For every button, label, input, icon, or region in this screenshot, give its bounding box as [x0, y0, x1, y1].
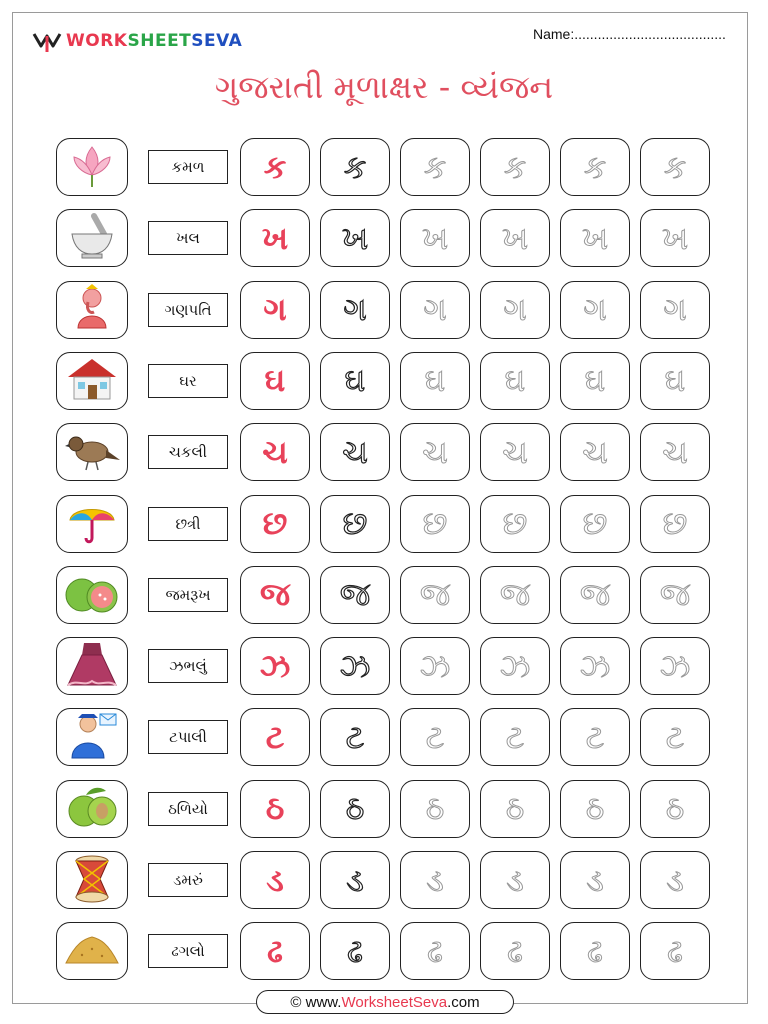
- dotted-trace-letter: છ: [422, 504, 448, 542]
- trace-box[interactable]: [560, 780, 630, 838]
- picture-box: [56, 281, 128, 339]
- trace-box[interactable]: [400, 922, 470, 980]
- trace-box[interactable]: [560, 566, 630, 624]
- trace-box[interactable]: [480, 352, 550, 410]
- dotted-trace-letter: જ: [499, 575, 531, 614]
- trace-box[interactable]: [480, 495, 550, 553]
- letter-row: [56, 708, 716, 766]
- trace-box[interactable]: [560, 637, 630, 695]
- dotted-trace-letter: ઝ: [579, 646, 611, 685]
- picture-box: [56, 138, 128, 196]
- word-label: ઠળિયો: [148, 792, 228, 826]
- trace-box[interactable]: [640, 209, 710, 267]
- picture-box: [56, 851, 128, 909]
- model-letter: ટ: [240, 708, 310, 766]
- trace-box[interactable]: [480, 708, 550, 766]
- trace-box[interactable]: [640, 708, 710, 766]
- dotted-trace-letter: ડ: [586, 860, 604, 899]
- logo-mark-icon: [32, 28, 62, 54]
- outline-letter: ઝ: [320, 637, 390, 695]
- dotted-trace-letter: જ: [659, 575, 691, 614]
- word-label: ડમરું: [148, 863, 228, 897]
- model-letter: જ: [240, 566, 310, 624]
- dotted-trace-letter: જ: [579, 575, 611, 614]
- picture-box: [56, 495, 128, 553]
- trace-box[interactable]: [560, 495, 630, 553]
- dotted-trace-letter: ઠ: [665, 789, 685, 828]
- trace-box[interactable]: [640, 423, 710, 481]
- umbrella-icon: [64, 498, 120, 550]
- dotted-trace-letter: ચ: [582, 432, 608, 471]
- trace-box[interactable]: [400, 352, 470, 410]
- word-label: કમળ: [148, 150, 228, 184]
- trace-box[interactable]: [640, 281, 710, 339]
- outline-letter: ટ: [320, 708, 390, 766]
- picture-box: [56, 780, 128, 838]
- outline-letter: ઘ: [320, 352, 390, 410]
- dotted-trace-letter: ડ: [426, 860, 444, 899]
- outline-letter: ગ: [320, 281, 390, 339]
- dotted-trace-letter: ઠ: [585, 789, 605, 828]
- dotted-trace-letter: ડ: [666, 860, 684, 899]
- trace-box[interactable]: [560, 423, 630, 481]
- guava-icon: [62, 569, 122, 621]
- trace-box[interactable]: [560, 708, 630, 766]
- dotted-trace-letter: ઢ: [587, 931, 603, 970]
- picture-box: [56, 209, 128, 267]
- outline-letter: ઠ: [320, 780, 390, 838]
- picture-box: [56, 708, 128, 766]
- dotted-trace-letter: ઘ: [584, 361, 606, 400]
- mortar-pestle-icon: [64, 212, 120, 264]
- trace-box[interactable]: [480, 138, 550, 196]
- dotted-trace-letter: ઝ: [659, 646, 691, 685]
- trace-box[interactable]: [400, 780, 470, 838]
- trace-box[interactable]: [400, 281, 470, 339]
- trace-box[interactable]: [640, 780, 710, 838]
- dotted-trace-letter: જ: [419, 575, 451, 614]
- dotted-trace-letter: ખ: [661, 218, 689, 257]
- dotted-trace-letter: ખ: [581, 218, 609, 257]
- word-label: ઘર: [148, 364, 228, 398]
- trace-box[interactable]: [560, 138, 630, 196]
- dotted-trace-letter: ટ: [665, 717, 685, 756]
- dotted-trace-letter: ક: [583, 147, 607, 186]
- trace-box[interactable]: [640, 352, 710, 410]
- trace-box[interactable]: [640, 637, 710, 695]
- dotted-trace-letter: ડ: [506, 860, 524, 899]
- trace-box[interactable]: [640, 566, 710, 624]
- word-label: ચકલી: [148, 435, 228, 469]
- letter-row: [56, 922, 716, 980]
- picture-box: [56, 352, 128, 410]
- trace-box[interactable]: [560, 352, 630, 410]
- letter-row: [56, 566, 716, 624]
- page-title: ગુજરાતી મૂળાક્ષર - વ્યંજન: [214, 68, 554, 106]
- dotted-trace-letter: ચ: [502, 432, 528, 471]
- outline-letter: ખ: [320, 209, 390, 267]
- outline-letter: ઢ: [320, 922, 390, 980]
- trace-box[interactable]: [640, 922, 710, 980]
- dotted-trace-letter: ટ: [505, 717, 525, 756]
- word-label: ટપાલી: [148, 720, 228, 754]
- dotted-trace-letter: ગ: [583, 290, 607, 329]
- word-label: જમરૂખ: [148, 578, 228, 612]
- trace-box[interactable]: [560, 209, 630, 267]
- word-label: ગણપતિ: [148, 293, 228, 327]
- drum-icon: [66, 853, 118, 907]
- model-letter: ક: [240, 138, 310, 196]
- dotted-trace-letter: ઢ: [507, 931, 523, 970]
- model-letter: ખ: [240, 209, 310, 267]
- dotted-trace-letter: ઘ: [504, 361, 526, 400]
- trace-box[interactable]: [480, 209, 550, 267]
- trace-box[interactable]: [560, 281, 630, 339]
- model-letter: ઠ: [240, 780, 310, 838]
- dotted-trace-letter: ઠ: [425, 789, 445, 828]
- trace-box[interactable]: [480, 637, 550, 695]
- trace-box[interactable]: [640, 495, 710, 553]
- letter-row: [56, 780, 716, 838]
- dotted-trace-letter: ખ: [421, 218, 449, 257]
- dotted-trace-letter: છ: [502, 504, 528, 542]
- letter-row: [56, 851, 716, 909]
- dotted-trace-letter: ચ: [422, 432, 448, 471]
- model-letter: ઢ: [240, 922, 310, 980]
- picture-box: [56, 637, 128, 695]
- trace-box[interactable]: [480, 851, 550, 909]
- dotted-trace-letter: ખ: [501, 218, 529, 257]
- letter-row: [56, 281, 716, 339]
- outline-letter: છ: [320, 495, 390, 553]
- letter-row: [56, 138, 716, 196]
- word-label: છત્રી: [148, 507, 228, 541]
- letter-row: [56, 495, 716, 553]
- trace-box[interactable]: [400, 708, 470, 766]
- trace-box[interactable]: [560, 851, 630, 909]
- dotted-trace-letter: ગ: [423, 290, 447, 329]
- model-letter: ઝ: [240, 637, 310, 695]
- dotted-trace-letter: ક: [663, 147, 687, 186]
- trace-box[interactable]: [640, 138, 710, 196]
- dotted-trace-letter: છ: [582, 504, 608, 542]
- dotted-trace-letter: ઢ: [667, 931, 683, 970]
- model-letter: ડ: [240, 851, 310, 909]
- letter-row: [56, 423, 716, 481]
- dotted-trace-letter: ઘ: [664, 361, 686, 400]
- trace-box[interactable]: [640, 851, 710, 909]
- trace-box[interactable]: [480, 281, 550, 339]
- trace-box[interactable]: [480, 922, 550, 980]
- letter-row: [56, 352, 716, 410]
- sparrow-icon: [62, 426, 122, 478]
- dotted-trace-letter: ગ: [503, 290, 527, 329]
- postman-icon: [64, 710, 120, 764]
- outline-letter: ક: [320, 138, 390, 196]
- dotted-trace-letter: ટ: [585, 717, 605, 756]
- dotted-trace-letter: ઠ: [505, 789, 525, 828]
- dotted-trace-letter: ઘ: [424, 361, 446, 400]
- trace-box[interactable]: [400, 495, 470, 553]
- letter-row: [56, 209, 716, 267]
- letter-row: [56, 637, 716, 695]
- trace-box[interactable]: [560, 922, 630, 980]
- trace-box[interactable]: [480, 780, 550, 838]
- word-label: ઝભલું: [148, 649, 228, 683]
- trace-box[interactable]: [400, 851, 470, 909]
- dotted-trace-letter: ગ: [663, 290, 687, 329]
- model-letter: ગ: [240, 281, 310, 339]
- dotted-trace-letter: ક: [503, 147, 527, 186]
- frock-icon: [64, 639, 120, 693]
- dotted-trace-letter: ઢ: [427, 931, 443, 970]
- website-footer: © www. WorksheetSeva .com: [256, 990, 514, 1014]
- heap-icon: [62, 929, 122, 973]
- trace-box[interactable]: [400, 423, 470, 481]
- picture-box: [56, 566, 128, 624]
- dotted-trace-letter: ટ: [425, 717, 445, 756]
- picture-box: [56, 423, 128, 481]
- dotted-trace-letter: ઝ: [419, 646, 451, 685]
- model-letter: ચ: [240, 423, 310, 481]
- house-icon: [64, 355, 120, 407]
- trace-box[interactable]: [400, 637, 470, 695]
- outline-letter: ડ: [320, 851, 390, 909]
- name-field: Name:.......................................: [533, 26, 726, 42]
- trace-box[interactable]: [480, 423, 550, 481]
- ganesha-icon: [64, 284, 120, 336]
- dotted-trace-letter: ચ: [662, 432, 688, 471]
- dotted-trace-letter: ક: [423, 147, 447, 186]
- outline-letter: જ: [320, 566, 390, 624]
- outline-letter: ચ: [320, 423, 390, 481]
- trace-box[interactable]: [400, 566, 470, 624]
- word-label: ખલ: [148, 221, 228, 255]
- logo-text: WORKSHEETSEVA: [66, 31, 243, 51]
- word-label: ઢગલો: [148, 934, 228, 968]
- worksheetseva-logo: [32, 26, 242, 56]
- dotted-trace-letter: ઝ: [499, 646, 531, 685]
- trace-box[interactable]: [400, 209, 470, 267]
- model-letter: છ: [240, 495, 310, 553]
- lotus-icon: [64, 141, 120, 193]
- picture-box: [56, 922, 128, 980]
- trace-box[interactable]: [400, 138, 470, 196]
- fruit-seed-icon: [62, 783, 122, 835]
- model-letter: ઘ: [240, 352, 310, 410]
- dotted-trace-letter: છ: [662, 504, 688, 542]
- trace-box[interactable]: [480, 566, 550, 624]
